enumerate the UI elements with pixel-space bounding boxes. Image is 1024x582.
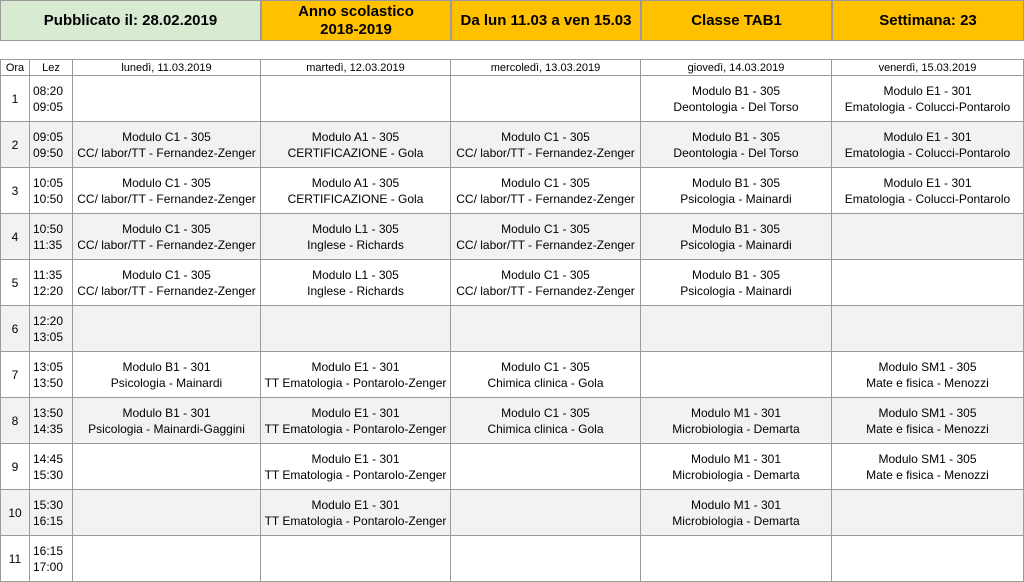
lesson-cell bbox=[73, 168, 261, 214]
school-year bbox=[261, 0, 451, 41]
lesson-subject: Microbiologia - Demarta bbox=[672, 421, 800, 436]
lesson-cell bbox=[73, 398, 261, 444]
lesson-subject: TT Ematologia - Pontarolo-Zenger bbox=[264, 375, 447, 390]
lesson-subject: TT Ematologia - Pontarolo-Zenger bbox=[264, 467, 447, 482]
lesson-cell bbox=[261, 398, 451, 444]
lesson-module: Modulo C1 - 305 bbox=[501, 267, 590, 282]
lesson-cell bbox=[641, 306, 832, 352]
period-number: 5 bbox=[0, 260, 30, 306]
period-time-start: 14:45 bbox=[33, 451, 64, 466]
lesson-subject: Deontologia - Del Torso bbox=[673, 99, 799, 114]
lesson-cell bbox=[641, 168, 832, 214]
col-header-day: lunedì, 11.03.2019 bbox=[73, 59, 261, 76]
lesson-subject: Mate e fisica - Menozzi bbox=[866, 375, 989, 390]
lesson-subject: CC/ labor/TT - Fernandez-Zenger bbox=[456, 283, 635, 298]
lesson-module: Modulo B1 - 305 bbox=[691, 267, 781, 282]
lesson-module: Modulo C1 - 305 bbox=[122, 221, 211, 236]
period-time-end: 15:30 bbox=[33, 467, 64, 482]
lesson-module: Modulo L1 - 305 bbox=[312, 267, 399, 282]
lesson-subject: Ematologia - Colucci-Pontarolo bbox=[844, 191, 1011, 206]
period-time-start: 12:20 bbox=[33, 313, 64, 328]
week-number bbox=[832, 0, 1024, 41]
period-time-start: 11:35 bbox=[33, 267, 63, 282]
school-year-value: 2018-2019 bbox=[320, 20, 392, 38]
school-year-label: Anno scolastico bbox=[298, 2, 414, 20]
period-time-end: 12:20 bbox=[33, 283, 64, 298]
lesson-module: Modulo L1 - 305 bbox=[312, 221, 399, 236]
lesson-cell bbox=[73, 260, 261, 306]
lesson-subject: CERTIFICAZIONE - Gola bbox=[287, 191, 424, 206]
published-date bbox=[0, 0, 261, 41]
lesson-module: Modulo E1 - 301 bbox=[311, 359, 400, 374]
lesson-subject: Ematologia - Colucci-Pontarolo bbox=[844, 145, 1011, 160]
lesson-cell bbox=[832, 490, 1024, 536]
lesson-module: Modulo E1 - 301 bbox=[311, 405, 400, 420]
period-time bbox=[30, 536, 73, 582]
lesson-cell bbox=[832, 352, 1024, 398]
lesson-module: Modulo M1 - 301 bbox=[690, 405, 782, 420]
period-time-end: 09:05 bbox=[33, 99, 64, 114]
lesson-module: Modulo B1 - 305 bbox=[691, 221, 781, 236]
table-row bbox=[0, 398, 1024, 444]
lesson-subject: Chimica clinica - Gola bbox=[487, 375, 604, 390]
table-row bbox=[0, 76, 1024, 122]
lesson-cell bbox=[73, 76, 261, 122]
period-number: 3 bbox=[0, 168, 30, 214]
lesson-module: Modulo C1 - 305 bbox=[501, 405, 590, 420]
period-time bbox=[30, 490, 73, 536]
lesson-cell bbox=[261, 352, 451, 398]
lesson-cell bbox=[261, 214, 451, 260]
date-range-text: Da lun 11.03 a ven 15.03 bbox=[460, 11, 632, 29]
lesson-subject: Deontologia - Del Torso bbox=[673, 145, 799, 160]
lesson-module: Modulo B1 - 301 bbox=[122, 405, 211, 420]
lesson-cell bbox=[832, 260, 1024, 306]
lesson-subject: CC/ labor/TT - Fernandez-Zenger bbox=[77, 283, 256, 298]
lesson-cell bbox=[451, 306, 641, 352]
lesson-module: Modulo C1 - 305 bbox=[122, 175, 211, 190]
lesson-subject: Mate e fisica - Menozzi bbox=[866, 467, 989, 482]
table-row bbox=[0, 306, 1024, 352]
period-time-start: 10:05 bbox=[33, 175, 64, 190]
lesson-module: Modulo C1 - 305 bbox=[501, 359, 590, 374]
lesson-cell bbox=[451, 444, 641, 490]
period-number: 1 bbox=[0, 76, 30, 122]
lesson-subject: CC/ labor/TT - Fernandez-Zenger bbox=[456, 237, 635, 252]
period-number: 7 bbox=[0, 352, 30, 398]
lesson-subject: Microbiologia - Demarta bbox=[672, 467, 800, 482]
lesson-cell bbox=[73, 306, 261, 352]
lesson-cell bbox=[451, 352, 641, 398]
period-time-end: 09:50 bbox=[33, 145, 64, 160]
lesson-cell bbox=[832, 168, 1024, 214]
lesson-cell bbox=[261, 444, 451, 490]
date-range bbox=[451, 0, 641, 41]
period-time-start: 10:50 bbox=[33, 221, 64, 236]
lesson-module: Modulo E1 - 301 bbox=[883, 129, 972, 144]
period-number: 6 bbox=[0, 306, 30, 352]
lesson-module: Modulo SM1 - 305 bbox=[878, 451, 977, 466]
lesson-subject: CC/ labor/TT - Fernandez-Zenger bbox=[456, 191, 635, 206]
period-time-start: 16:15 bbox=[33, 543, 64, 558]
lesson-module: Modulo E1 - 301 bbox=[311, 451, 400, 466]
period-time-start: 15:30 bbox=[33, 497, 64, 512]
lesson-subject: Microbiologia - Demarta bbox=[672, 513, 800, 528]
lesson-cell bbox=[73, 352, 261, 398]
lesson-cell bbox=[261, 260, 451, 306]
lesson-module: Modulo C1 - 305 bbox=[501, 129, 590, 144]
lesson-module: Modulo C1 - 305 bbox=[501, 221, 590, 236]
table-row bbox=[0, 444, 1024, 490]
period-time-start: 13:50 bbox=[33, 405, 64, 420]
lesson-cell bbox=[641, 352, 832, 398]
lesson-module: Modulo B1 - 305 bbox=[691, 175, 781, 190]
col-header-day: martedì, 12.03.2019 bbox=[261, 59, 451, 76]
lesson-module: Modulo A1 - 305 bbox=[311, 129, 400, 144]
class-name-text: Classe TAB1 bbox=[691, 11, 782, 29]
lesson-module: Modulo E1 - 301 bbox=[883, 83, 972, 98]
period-time bbox=[30, 76, 73, 122]
lesson-cell bbox=[261, 490, 451, 536]
period-time-end: 11:35 bbox=[33, 237, 63, 252]
lesson-subject: Psicologia - Mainardi bbox=[680, 237, 792, 252]
week-number-text: Settimana: 23 bbox=[879, 11, 977, 29]
period-time-end: 16:15 bbox=[33, 513, 64, 528]
period-time bbox=[30, 306, 73, 352]
lesson-subject: TT Ematologia - Pontarolo-Zenger bbox=[264, 421, 447, 436]
lesson-module: Modulo B1 - 301 bbox=[122, 359, 211, 374]
lesson-subject: Ematologia - Colucci-Pontarolo bbox=[844, 99, 1011, 114]
col-header-day: venerdì, 15.03.2019 bbox=[832, 59, 1024, 76]
col-header-day: mercoledì, 13.03.2019 bbox=[451, 59, 641, 76]
column-header-row bbox=[0, 59, 1024, 76]
lesson-module: Modulo C1 - 305 bbox=[501, 175, 590, 190]
period-number: 11 bbox=[0, 536, 30, 582]
lesson-module: Modulo SM1 - 305 bbox=[878, 405, 977, 420]
period-time-end: 14:35 bbox=[33, 421, 64, 436]
lesson-cell bbox=[451, 76, 641, 122]
lesson-cell bbox=[641, 214, 832, 260]
period-time-end: 13:50 bbox=[33, 375, 64, 390]
lesson-subject: Psicologia - Mainardi bbox=[110, 375, 223, 390]
lesson-module: Modulo SM1 - 305 bbox=[878, 359, 977, 374]
lesson-cell bbox=[832, 122, 1024, 168]
lesson-cell bbox=[261, 536, 451, 582]
period-time bbox=[30, 214, 73, 260]
lesson-cell bbox=[261, 306, 451, 352]
lesson-cell bbox=[451, 536, 641, 582]
col-header-lez: Lez bbox=[30, 59, 73, 76]
lesson-cell bbox=[641, 76, 832, 122]
lesson-cell bbox=[73, 122, 261, 168]
period-number: 9 bbox=[0, 444, 30, 490]
period-time bbox=[30, 260, 73, 306]
lesson-module: Modulo E1 - 301 bbox=[883, 175, 972, 190]
lesson-subject: Chimica clinica - Gola bbox=[487, 421, 604, 436]
lesson-subject: Inglese - Richards bbox=[307, 283, 404, 298]
lesson-cell bbox=[641, 536, 832, 582]
period-time bbox=[30, 352, 73, 398]
period-time-start: 13:05 bbox=[33, 359, 64, 374]
lesson-cell bbox=[73, 444, 261, 490]
lesson-module: Modulo A1 - 305 bbox=[311, 175, 400, 190]
period-time bbox=[30, 122, 73, 168]
lesson-cell bbox=[832, 536, 1024, 582]
table-row bbox=[0, 122, 1024, 168]
table-row bbox=[0, 490, 1024, 536]
lesson-cell bbox=[261, 76, 451, 122]
lesson-subject: Psicologia - Mainardi bbox=[680, 191, 792, 206]
lesson-cell bbox=[641, 122, 832, 168]
period-number: 10 bbox=[0, 490, 30, 536]
lesson-subject: CC/ labor/TT - Fernandez-Zenger bbox=[77, 237, 256, 252]
period-number: 2 bbox=[0, 122, 30, 168]
lesson-cell bbox=[73, 214, 261, 260]
col-header-ora: Ora bbox=[0, 59, 30, 76]
table-row bbox=[0, 352, 1024, 398]
lesson-module: Modulo C1 - 305 bbox=[122, 267, 211, 282]
lesson-cell bbox=[641, 260, 832, 306]
period-time bbox=[30, 444, 73, 490]
lesson-cell bbox=[832, 306, 1024, 352]
period-time-start: 08:20 bbox=[33, 83, 64, 98]
lesson-cell bbox=[832, 76, 1024, 122]
lesson-cell bbox=[641, 490, 832, 536]
lesson-cell bbox=[451, 490, 641, 536]
lesson-cell bbox=[451, 398, 641, 444]
period-time bbox=[30, 398, 73, 444]
lesson-subject: Inglese - Richards bbox=[307, 237, 404, 252]
lesson-cell bbox=[73, 490, 261, 536]
period-time-start: 09:05 bbox=[33, 129, 64, 144]
period-number: 8 bbox=[0, 398, 30, 444]
lesson-cell bbox=[451, 214, 641, 260]
lesson-cell bbox=[641, 398, 832, 444]
table-row bbox=[0, 168, 1024, 214]
lesson-module: Modulo C1 - 305 bbox=[122, 129, 211, 144]
lesson-module: Modulo B1 - 305 bbox=[691, 83, 781, 98]
period-time-end: 10:50 bbox=[33, 191, 64, 206]
lesson-cell bbox=[641, 444, 832, 490]
lesson-cell bbox=[451, 260, 641, 306]
lesson-cell bbox=[451, 168, 641, 214]
period-number: 4 bbox=[0, 214, 30, 260]
lesson-module: Modulo E1 - 301 bbox=[311, 497, 400, 512]
lesson-cell bbox=[451, 122, 641, 168]
period-time-end: 13:05 bbox=[33, 329, 64, 344]
table-row bbox=[0, 214, 1024, 260]
lesson-module: Modulo M1 - 301 bbox=[690, 451, 782, 466]
lesson-subject: Mate e fisica - Menozzi bbox=[866, 421, 989, 436]
lesson-cell bbox=[832, 214, 1024, 260]
lesson-subject: CERTIFICAZIONE - Gola bbox=[287, 145, 424, 160]
period-time-end: 17:00 bbox=[33, 559, 64, 574]
lesson-subject: TT Ematologia - Pontarolo-Zenger bbox=[264, 513, 447, 528]
lesson-cell bbox=[261, 168, 451, 214]
lesson-subject: CC/ labor/TT - Fernandez-Zenger bbox=[456, 145, 635, 160]
lesson-cell bbox=[832, 444, 1024, 490]
timetable-header bbox=[0, 0, 1024, 42]
class-name bbox=[641, 0, 832, 41]
lesson-cell bbox=[832, 398, 1024, 444]
published-date-text: Pubblicato il: 28.02.2019 bbox=[43, 11, 218, 29]
lesson-subject: CC/ labor/TT - Fernandez-Zenger bbox=[77, 145, 256, 160]
lesson-subject: CC/ labor/TT - Fernandez-Zenger bbox=[77, 191, 256, 206]
lesson-module: Modulo M1 - 301 bbox=[690, 497, 782, 512]
col-header-day: giovedì, 14.03.2019 bbox=[641, 59, 832, 76]
lesson-subject: Psicologia - Mainardi-Gaggini bbox=[88, 421, 245, 436]
lesson-cell bbox=[73, 536, 261, 582]
lesson-cell bbox=[261, 122, 451, 168]
period-time bbox=[30, 168, 73, 214]
table-row bbox=[0, 536, 1024, 582]
table-row bbox=[0, 260, 1024, 306]
lesson-module: Modulo B1 - 305 bbox=[691, 129, 781, 144]
lesson-subject: Psicologia - Mainardi bbox=[680, 283, 792, 298]
